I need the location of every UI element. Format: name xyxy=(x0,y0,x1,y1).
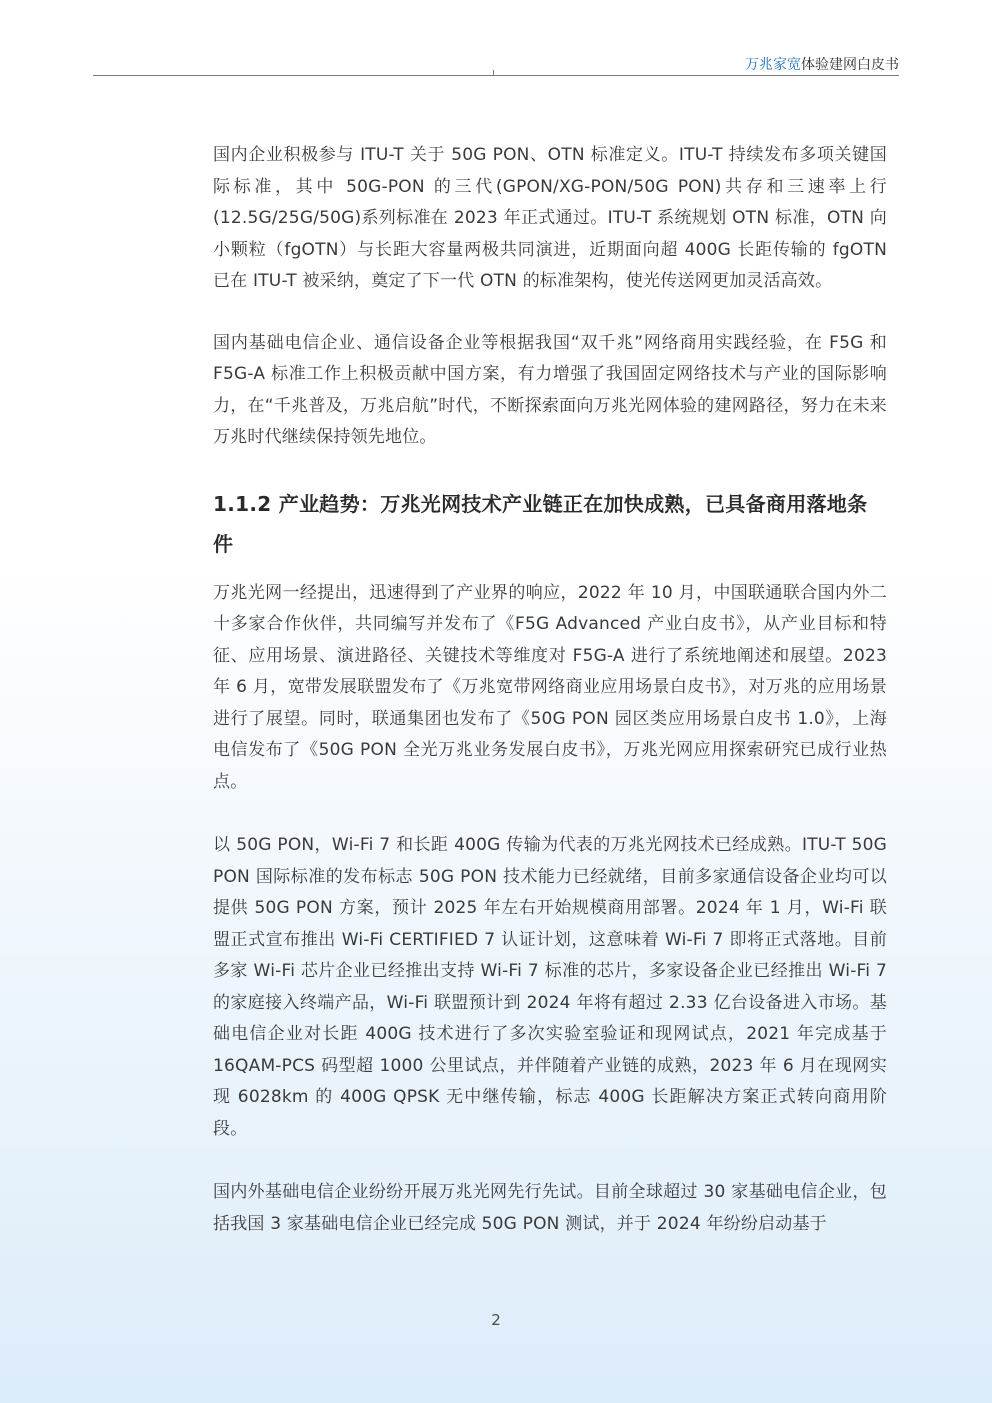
header-divider-tick xyxy=(493,70,494,76)
body-paragraph-1: 国内企业积极参与 ITU-T 关于 50G PON、OTN 标准定义。ITU-T 持续发布多项关键国际标准，其中 50G-PON 的三代(GPON/XG-PON/50G PON)共存和三速率上行(12.5G/25G/50G)系列标准在 2023 年正式通过。ITU-T 系统规划 OTN 标准，OTN 向小颗粒（fgOTN）与长距大容量两极共同演进，近期面向超 400G 长距传输的 fgOTN 已在 ITU-T 被采纳，奠定了下一代 OTN 的标准架构，使光传送网更加灵活高效。 xyxy=(213,145,887,291)
page-number: 2 xyxy=(491,1311,501,1329)
body-paragraph-5: 国内外基础电信企业纷纷开展万兆光网先行先试。目前全球超过 30 家基础电信企业，包括我国 3 家基础电信企业已经完成 50G PON 测试，并于 2024 年纷纷启动基于 xyxy=(213,1182,887,1234)
main-content xyxy=(213,140,887,1240)
running-header-title xyxy=(745,56,899,74)
body-paragraph-3: 万兆光网一经提出，迅速得到了产业界的响应，2022 年 10 月，中国联通联合国内外二十多家合作伙伴，共同编写并发布了《F5G Advanced 产业白皮书》，从产业目标和特征、应用场景、演进路径、关键技术等维度对 F5G-A 进行了系统地阐述和展望。2023 年 6 月，宽带发展联盟发布了《万兆宽带网络商业应用场景白皮书》，对万兆的应用场景进行了展望。同时，联通集团也发布了《50G PON 园区类应用场景白皮书 1.0》，上海电信发布了《50G PON 全光万兆业务发展白皮书》，万兆光网应用探索研究已成行业热点。 xyxy=(213,582,887,792)
header-divider xyxy=(93,75,899,76)
running-header-title-rest: 体验建网白皮书 xyxy=(801,57,899,73)
body-paragraph-2: 国内基础电信企业、通信设备企业等根据我国“双千兆”网络商用实践经验，在 F5G 和 F5G-A 标准工作上积极贡献中国方案，有力增强了我国固定网络技术与产业的国际影响力，在“千兆普及，万兆启航”时代，不断探索面向万兆光网体验的建网路径，努力在未来万兆时代继续保持领先地位。 xyxy=(213,332,887,447)
body-paragraph-4: 以 50G PON，Wi-Fi 7 和长距 400G 传输为代表的万兆光网技术已经成熟。ITU-T 50G PON 国际标准的发布标志 50G PON 技术能力已经就绪，目前多家通信设备企业均可以提供 50G PON 方案，预计 2025 年左右开始规模商用部署。2024 年 1 月，Wi-Fi 联盟正式宣布推出 Wi-Fi CERTIFIED 7 认证计划，这意味着 Wi-Fi 7 即将正式落地。目前多家 Wi-Fi 芯片企业已经推出支持 Wi-Fi 7 标准的芯片，多家设备企业已经推出 Wi-Fi 7 的家庭接入终端产品，Wi-Fi 联盟预计到 2024 年将有超过 2.33 亿台设备进入市场。基础电信企业对长距 400G 技术进行了多次实验室验证和现网试点，2021 年完成基于 16QAM-PCS 码型超 1000 公里试点，并伴随着产业链的成熟，2023 年 6 月在现网实现 6028km 的 400G QPSK 无中继传输，标志 400G 长距解决方案正式转向商用阶段。 xyxy=(213,835,887,1139)
running-header-title-accent: 万兆家宽 xyxy=(745,57,801,73)
section-heading: 1.1.2 产业趋势：万兆光网技术产业链正在加快成熟，已具备商用落地条件 xyxy=(213,491,868,556)
